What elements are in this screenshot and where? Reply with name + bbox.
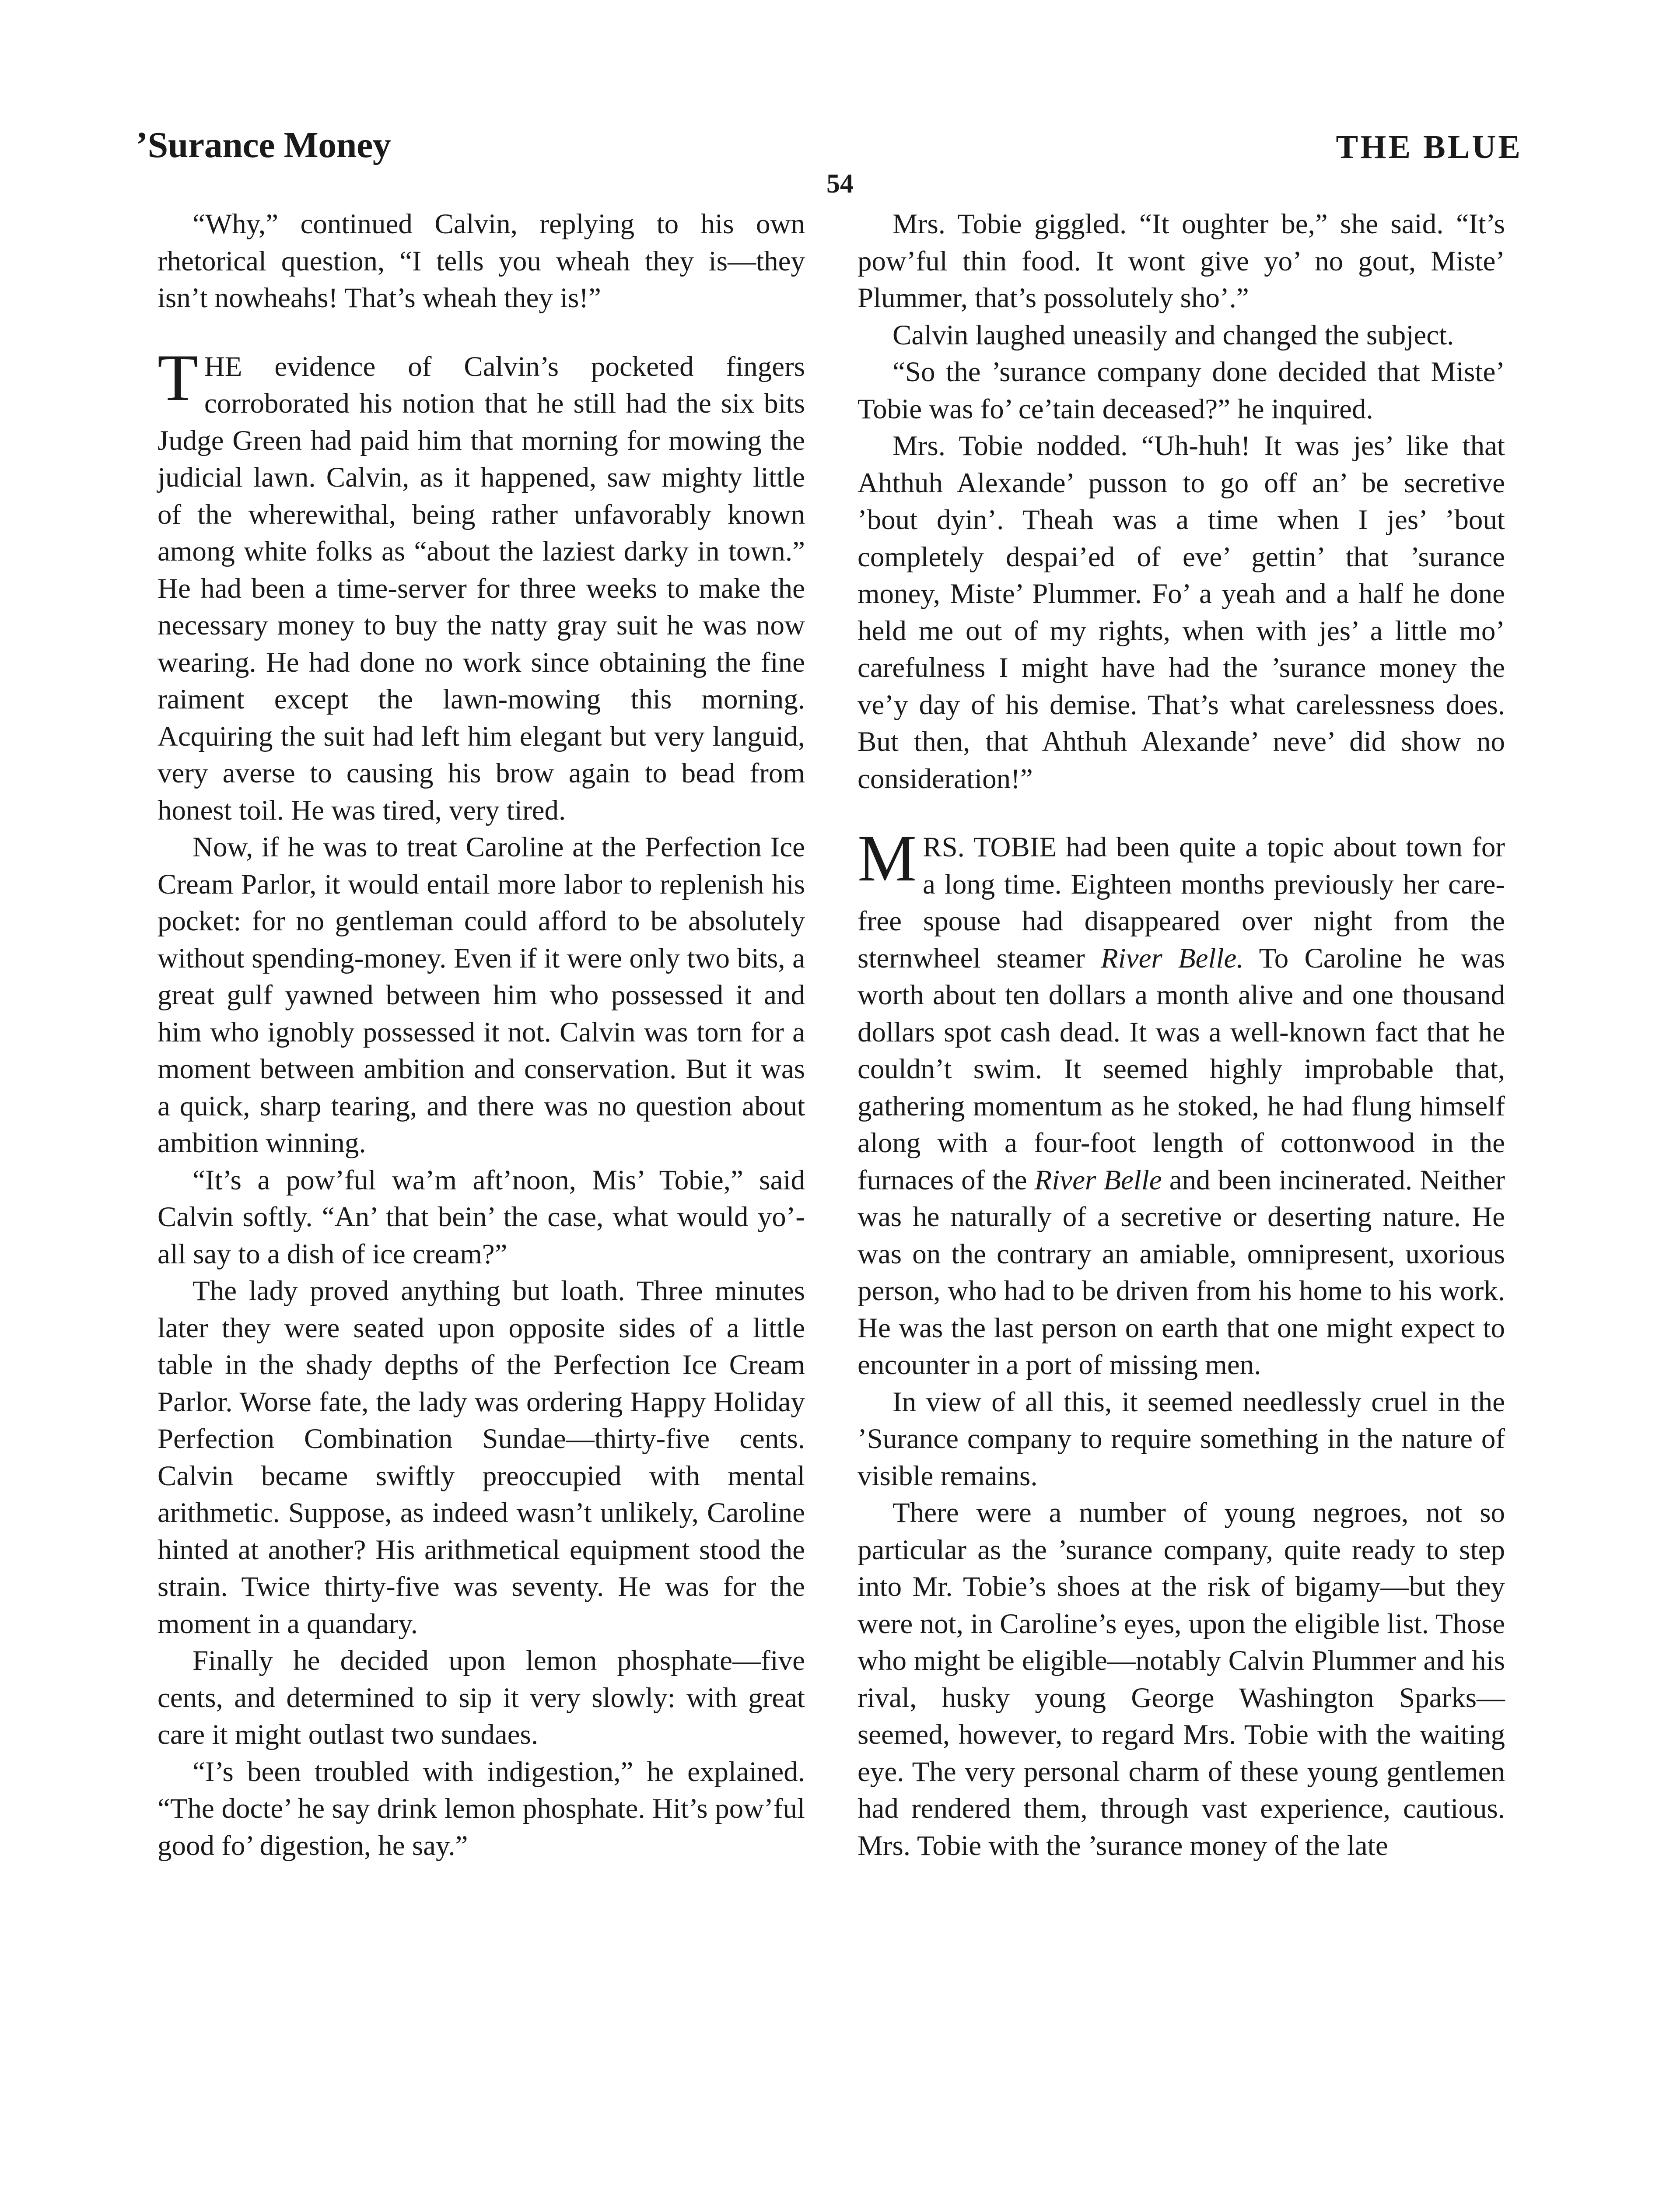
- paragraph-text: HE evidence of Calvin’s pocketed fingers corroborated his notion that he still had the six bits Judge Green had paid him that morning for mowing the judicial lawn. Calvin, as it happened, saw mighty little of the wherewithal, being rather unfavorably known among white folks as “about the laziest darky in town.” He had been a time-server for three weeks to make the necessary money to buy the natty gray suit he was now wearing. He had done no work since obtaining the fine raiment except the lawn-mowing this morning. Acquiring the suit had left him elegant but very languid, very averse to causing his brow again to bead from honest toil. He was tired, very tired.: [158, 351, 805, 826]
- right-column: [858, 206, 1505, 1864]
- running-head: [136, 118, 1522, 166]
- paragraph-text: To Caroline he was worth about ten dollars a month alive and one thousand dollars spot cash dead. It was a well-known fact that he couldn’t swim. It seemed highly improbable that, gathering momentum as he stoked, he had flung himself along with a four-foot length of cottonwood in the furnaces of the: [858, 942, 1505, 1196]
- paragraph: Finally he decided upon lemon phosphate—five cents, and determined to sip it very slowly: with great care it might outlast two sundaes.: [158, 1645, 805, 1750]
- drop-cap-paragraph: [858, 821, 1505, 1384]
- paragraph: Mrs. Tobie nodded. “Uh-huh! It was jes’ like that Ahthuh Alexande’ pusson to go off an’ be secretive ’bout dyin’. Theah was a time when I jes’ ’bout completely despai’ed of eve’ gettin’ that ’surance money, Miste’ Plummer. Fo’ a yeah and a half he done held me out of my rights, when with jes’ a little mo’ carefulness I might have had the ’surance money the ve’y day of his demise. That’s what carelessness does. But then, that Ahthuh Alexande’ neve’ did show no consideration!”: [858, 430, 1505, 795]
- paragraph: Calvin laughed uneasily and changed the subject.: [892, 319, 1454, 351]
- story-title: ’Surance Money: [136, 125, 391, 165]
- drop-cap: M: [858, 821, 917, 895]
- ship-name: River Belle: [1034, 1164, 1162, 1196]
- paragraph: In view of all this, it seemed needlessly cruel in the ’Surance company to require something in the nature of visible remains.: [858, 1386, 1505, 1492]
- paragraph: “I’s been troubled with indigestion,” he explained. “The docte’ he say drink lemon phosphate. Hit’s pow’ful good fo’ digestion, he say.”: [158, 1756, 805, 1862]
- paragraph: “Why,” continued Calvin, replying to his own rhetorical question, “I tells you wheah they is—they isn’t nowheahs! That’s wheah they is!”: [158, 208, 805, 314]
- paragraph: The lady proved anything but loath. Three minutes later they were seated upon opposite sides of a little table in the shady depths of the Perfection Ice Cream Parlor. Worse fate, the lady was ordering Happy Holiday Perfection Combination Sundae—thirty-five cents. Calvin became swiftly preoccupied with mental arithmetic. Suppose, as indeed wasn’t unlikely, Caroline hinted at another? His arithmetical equipment stood the strain. Twice thirty-five was seventy. He was for the moment in a quandary.: [158, 1275, 805, 1640]
- left-column: [158, 206, 805, 1864]
- drop-cap: T: [158, 340, 198, 414]
- page-number: 54: [826, 169, 854, 199]
- paragraph: Mrs. Tobie giggled. “It oughter be,” she said. “It’s pow’ful thin food. It wont give yo’ no gout, Miste’ Plummer, that’s possolutely sho’.”: [858, 208, 1505, 314]
- magazine-title: THE BLUE: [1336, 129, 1522, 165]
- paragraph: “It’s a pow’ful wa’m aft’noon, Mis’ Tobie,” said Calvin softly. “An’ that bein’ the case, what would yo’-all say to a dish of ice cream?”: [158, 1164, 805, 1270]
- paragraph: “So the ’surance company done decided that Miste’ Tobie was fo’ ce’tain deceased?” he inquired.: [858, 356, 1505, 425]
- ship-name: River Belle.: [1100, 942, 1244, 974]
- paragraph: There were a number of young negroes, not so particular as the ’surance company, quite ready to step into Mr. Tobie’s shoes at the risk of bigamy—but they were not, in Caroline’s eyes, upon the eligible list. Those who might be eligible—notably Calvin Plummer and his rival, husky young George Washington Sparks—seemed, however, to regard Mrs. Tobie with the waiting eye. The very personal charm of these young gentlemen had rendered them, through vast experience, cautious. Mrs. Tobie with the ’surance money of the late: [858, 1497, 1505, 1862]
- paragraph-text: RS. TOBIE had been quite a topic about town for a long time. Eighteen months previously her care-free spouse had disappeared over night from the sternwheel steamer: [858, 831, 1505, 974]
- drop-cap-paragraph: [158, 340, 805, 829]
- paragraph: Now, if he was to treat Caroline at the Perfection Ice Cream Parlor, it would entail more labor to replenish his pocket: for no gentleman could afford to be absolutely without spending-money. Even if it were only two bits, a great gulf yawned between him who possessed it and him who ignobly possessed it not. Calvin was torn for a moment between ambition and conservation. But it was a quick, sharp tearing, and there was no question about ambition winning.: [158, 831, 805, 1159]
- paragraph-text: and been incinerated. Neither was he naturally of a secretive or deserting nature. He was on the contrary an amiable, omnipresent, uxorious person, who had to be driven from his home to his work. He was the last person on earth that one might expect to encounter in a port of missing men.: [858, 1164, 1505, 1381]
